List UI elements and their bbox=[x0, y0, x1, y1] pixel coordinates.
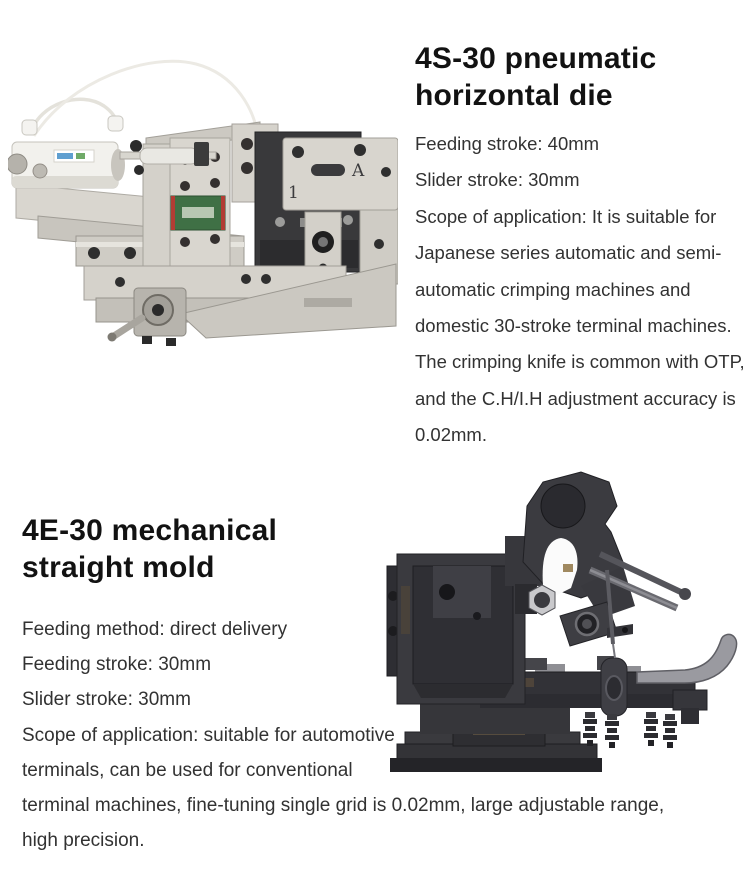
pneumatic-cylinder bbox=[8, 116, 125, 188]
spec-line: Feeding method: direct delivery bbox=[22, 619, 288, 640]
machine-marking-1: 1 bbox=[288, 183, 299, 203]
spec-line: The crimping knife is common with OTP, bbox=[415, 351, 745, 373]
spec-line: Scope of application: suitable for automotive bbox=[22, 724, 395, 746]
green-guide-rail bbox=[171, 196, 225, 230]
pneumatic-die-illustration bbox=[8, 52, 398, 352]
rail-clamp bbox=[601, 658, 627, 716]
mounting-bolts bbox=[583, 712, 677, 748]
machine-base bbox=[390, 702, 602, 772]
pneumatic-horizontal-die-photo bbox=[8, 52, 398, 352]
head-block bbox=[505, 472, 635, 618]
mechanical-mold-illustration bbox=[385, 466, 750, 778]
product-info-4s30 bbox=[415, 40, 750, 454]
spec-line: and the C.H/I.H adjustment accuracy is bbox=[415, 387, 736, 409]
hook-blade bbox=[637, 634, 737, 683]
spec-line: domestic 30-stroke terminal machines. bbox=[415, 315, 732, 337]
spec-line: Slider stroke: 30mm bbox=[22, 689, 191, 711]
spec-line: Slider stroke: 30mm bbox=[415, 169, 580, 191]
left-body-block bbox=[387, 554, 525, 704]
product-title-4s30: 4S-30 pneumatic horizontal die bbox=[415, 42, 657, 112]
spec-line: automatic crimping machines and bbox=[415, 278, 691, 300]
hex-nut bbox=[529, 585, 555, 615]
spec-line: terminals, can be used for conventional bbox=[22, 759, 353, 781]
spec-line: Japanese series automatic and semi- bbox=[415, 242, 722, 264]
spec-line: high precision. bbox=[22, 830, 145, 852]
spec-line: Feeding stroke: 30mm bbox=[22, 654, 212, 676]
spec-list-4s30 bbox=[415, 126, 750, 454]
machine-marking-a: A bbox=[352, 161, 365, 181]
spec-line: Scope of application: It is suitable for bbox=[415, 205, 717, 227]
product-title-4e30: 4E-30 mechanical straight mold bbox=[22, 514, 278, 584]
spec-line: terminal machines, fine-tuning single grid is 0.02mm, large adjustable range, bbox=[22, 795, 665, 817]
spec-line: Feeding stroke: 40mm bbox=[415, 133, 600, 154]
mechanical-straight-mold-photo bbox=[385, 466, 750, 778]
spec-line: 0.02mm. bbox=[415, 424, 487, 446]
